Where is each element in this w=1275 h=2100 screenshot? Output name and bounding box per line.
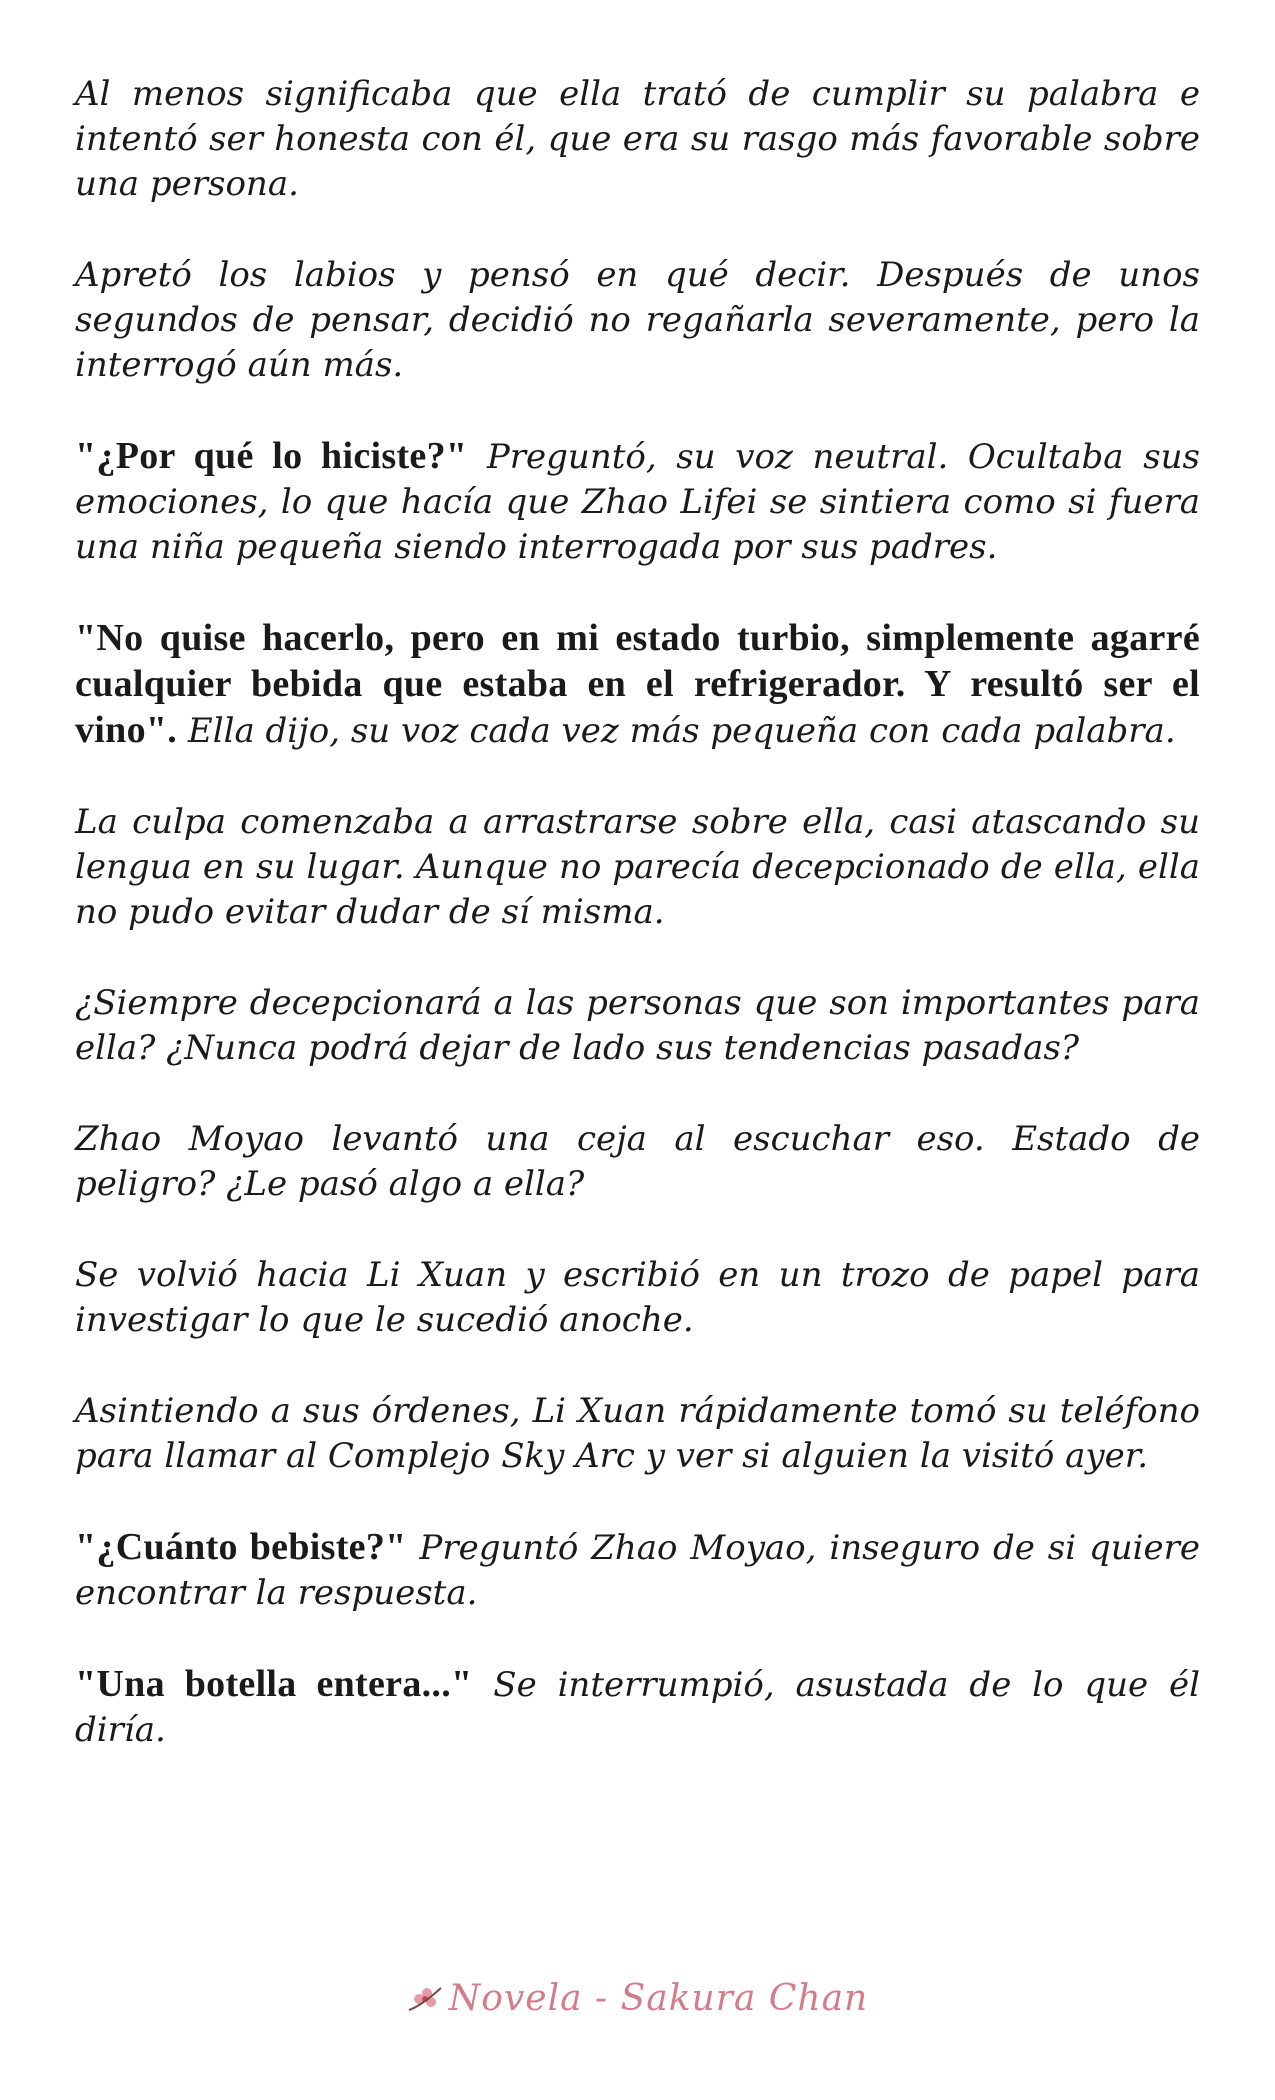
- sakura-flower-icon: [407, 1982, 445, 2012]
- paragraph-7: [75, 1117, 1200, 1207]
- narration-text: Se interrumpió, asustada de lo que él diría.: [75, 1665, 1201, 1750]
- paragraph-5: [75, 800, 1200, 935]
- document-body: [75, 72, 1200, 1753]
- dialogue-text: "No quise hacerlo, pero en mi estado turbio, simplemente agarré cualquier bebida que estaba en el refrigerador. Y resultó ser el vino".: [75, 617, 1200, 751]
- paragraph-6: [75, 981, 1200, 1071]
- narration-text: La culpa comenzaba a arrastrarse sobre ella, casi atascando su lengua en su lugar. Aunque no parecía decepcionado de ella, ella no pudo evitar dudar de sí misma.: [75, 802, 1200, 932]
- watermark: [0, 1978, 1275, 2019]
- narration-text: Ella dijo, su voz cada vez más pequeña con cada palabra.: [177, 711, 1176, 751]
- paragraph-1: [75, 72, 1200, 207]
- watermark-text: Novela - Sakura Chan: [448, 1978, 869, 2019]
- paragraph-3: [75, 434, 1200, 570]
- narration-text: Asintiendo a sus órdenes, Li Xuan rápidamente tomó su teléfono para llamar al Complejo Sky Arc y ver si alguien la visitó ayer.: [75, 1391, 1200, 1476]
- narration-text: Apretó los labios y pensó en qué decir. Después de unos segundos de pensar, decidió no regañarla severamente, pero la interrogó aún más.: [75, 255, 1200, 385]
- dialogue-text: "¿Cuánto bebiste?": [75, 1526, 407, 1568]
- narration-text: ¿Siempre decepcionará a las personas que son importantes para ella? ¿Nunca podrá dejar de lado sus tendencias pasadas?: [75, 983, 1200, 1068]
- dialogue-text: "¿Por qué lo hiciste?": [75, 435, 468, 477]
- narration-text: Se volvió hacia Li Xuan y escribió en un trozo de papel para investigar lo que le sucedió anoche.: [75, 1255, 1200, 1340]
- narration-text: Al menos significaba que ella trató de cumplir su palabra e intentó ser honesta con él, que era su rasgo más favorable sobre una persona.: [75, 74, 1200, 204]
- narration-text: Preguntó Zhao Moyao, inseguro de si quiere encontrar la respuesta.: [75, 1528, 1200, 1613]
- narration-text: Preguntó, su voz neutral. Ocultaba sus emociones, lo que hacía que Zhao Lifei se sintiera como si fuera una niña pequeña siendo interrogada por sus padres.: [75, 437, 1200, 567]
- paragraph-2: [75, 253, 1200, 388]
- paragraph-8: [75, 1253, 1200, 1343]
- paragraph-11: [75, 1662, 1200, 1753]
- paragraph-10: [75, 1525, 1200, 1616]
- narration-text: Zhao Moyao levantó una ceja al escuchar eso. Estado de peligro? ¿Le pasó algo a ella?: [75, 1119, 1200, 1204]
- paragraph-4: [75, 616, 1200, 754]
- paragraph-9: [75, 1389, 1200, 1479]
- dialogue-text: "Una botella entera...": [75, 1663, 473, 1705]
